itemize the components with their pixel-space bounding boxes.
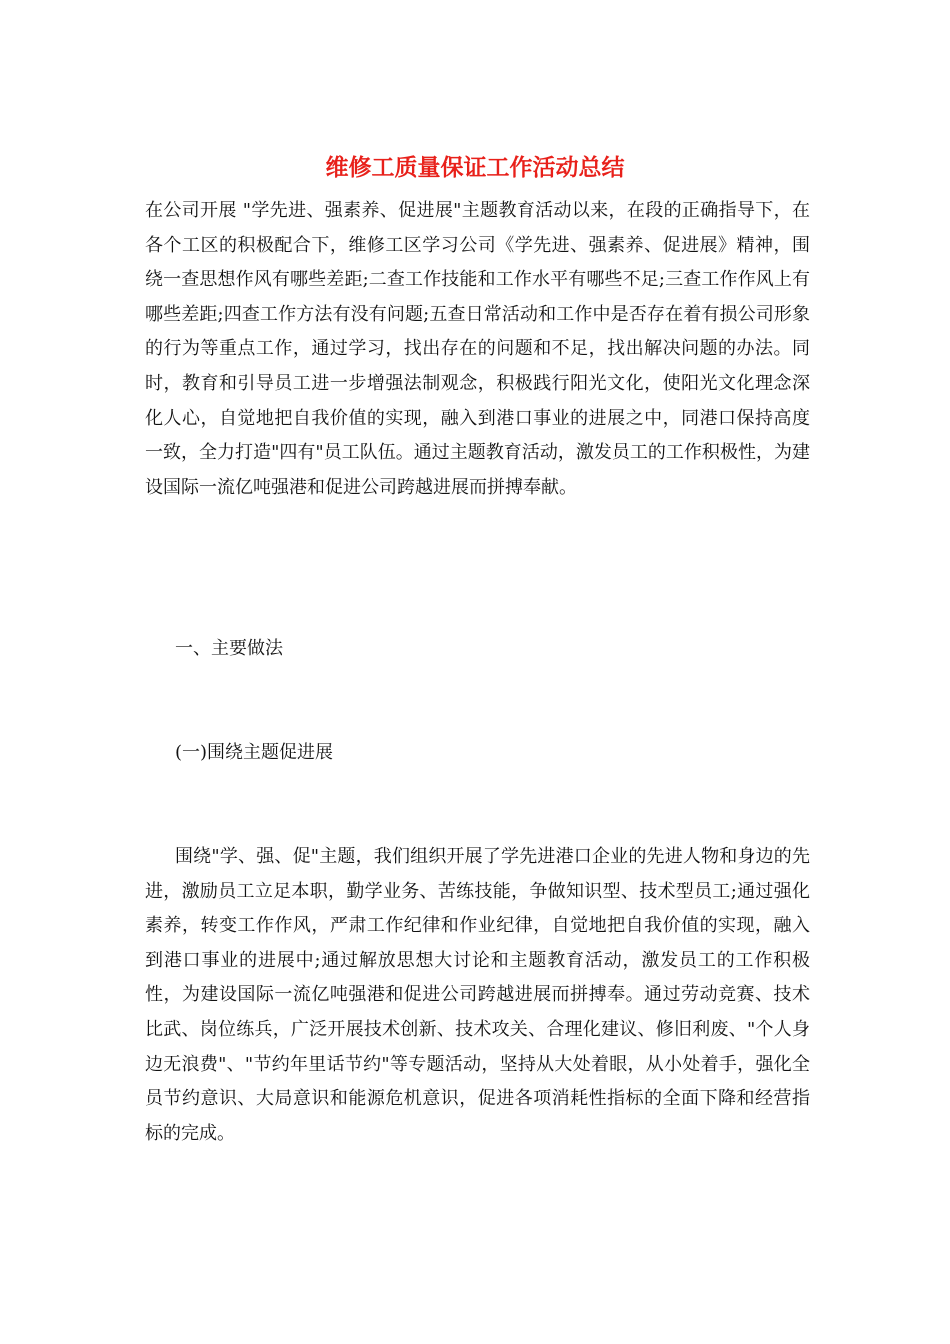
document-title: 维修工质量保证工作活动总结: [325, 154, 625, 181]
intro-paragraph: 在公司开展 "学先进、强素养、促进展"主题教育活动以来，在段的正确指导下，在各个工区的积极配合下，维修工区学习公司《学先进、强素养、促进展》精神，围绕一查思想作风有哪些差距;二查工作技能和工作水平有哪些不足;三查工作作风上有哪些差距;四查工作方法有没有问题;五查日常活动和工作中是否存在着有损公司形象的行为等重点工作，通过学习，找出存在的问题和不足，找出解决问题的办法。同时，教育和引导员工进一步增强法制观念，积极践行阳光文化，使阳光文化理念深化人心，自觉地把自我价值的实现，融入到港口事业的进展之中，同港口保持高度一致，全力打造"四有"员工队伍。通过主题教育活动，激发员工的工作积极性，为建设国际一流亿吨强港和促进公司跨越进展而拼搏奉献。: [145, 200, 810, 498]
section-heading-main-practices: 一、主要做法: [175, 638, 283, 659]
body-paragraph: 围绕"学、强、促"主题，我们组织开展了学先进港口企业的先进人物和身边的先进，激励员工立足本职，勤学业务、苦练技能，争做知识型、技术型员工;通过强化素养，转变工作作风，严肃工作纪律和作业纪律，自觉地把自我价值的实现，融入到港口事业的进展中;通过解放思想大讨论和主题教育活动，激发员工的工作积极性，为建设国际一流亿吨强港和促进公司跨越进展而拼搏奉。通过劳动竞赛、技术比武、岗位练兵，广泛开展技术创新、技术攻关、合理化建议、修旧利废、"个人身边无浪费"、"节约年里话节约"等专题活动，坚持从大处着眼，从小处着手，强化全员节约意识、大局意识和能源危机意识，促进各项消耗性指标的全面下降和经营指标的完成。: [145, 846, 810, 1144]
subsection-heading-theme: (一)围绕主题促进展: [175, 742, 334, 763]
